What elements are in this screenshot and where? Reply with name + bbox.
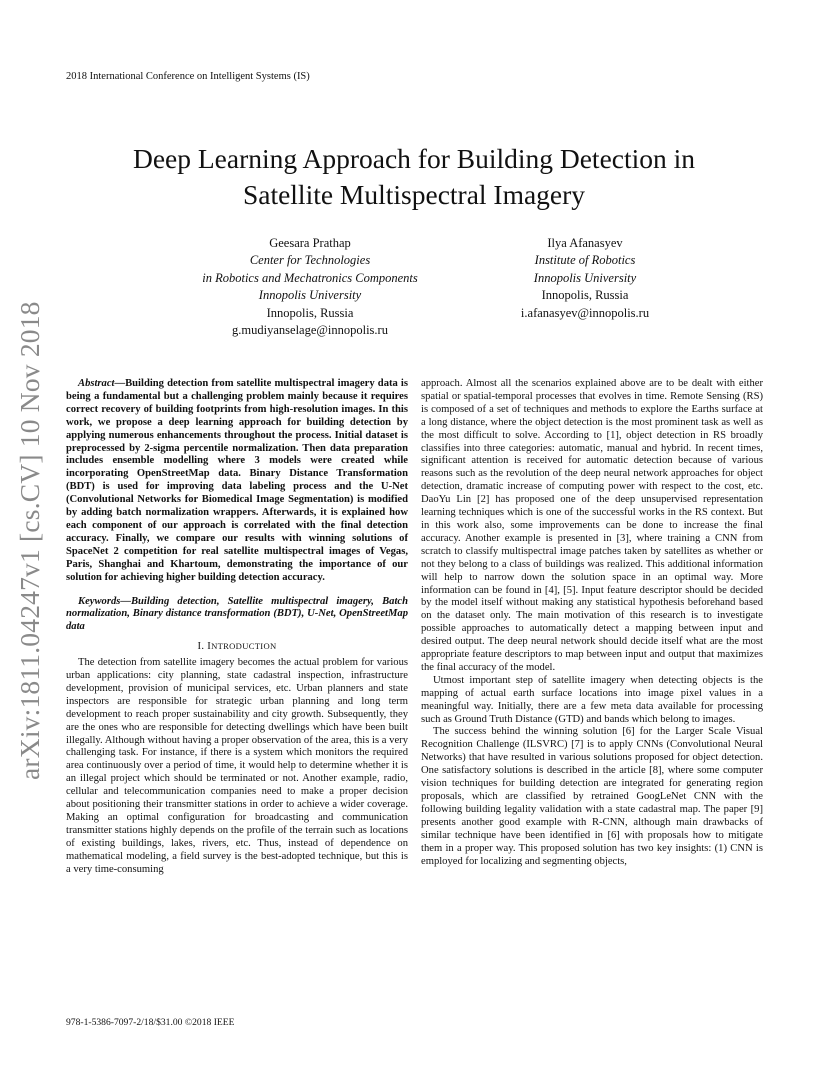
author-block-2: [470, 235, 700, 322]
author-email: i.afanasyev@innopolis.ru: [520, 305, 650, 320]
author-email: g.mudiyanselage@innopolis.ru: [232, 323, 388, 338]
section-title: NTRODUCTION: [211, 641, 277, 652]
body-paragraph: Utmost important step of satellite imagery when detecting objects is the mapping of actual earth surface locations into image pixel values in a meaningful way. Initially, there are a few meta data available for processing such as Ground Truth Distance (GTD) and bands which belong to images.: [421, 674, 763, 725]
conference-header: 2018 International Conference on Intelligent Systems (IS): [66, 71, 310, 82]
author-affiliation: Innopolis University: [533, 270, 637, 285]
author-location: Innopolis, Russia: [266, 305, 354, 320]
intro-paragraph: The detection from satellite imagery becomes the actual problem for various urban applications: city planning, state cadastral inspection, infrastructure development, provision of municipal services, etc. Urban planners and state inspectors are responsible for strategic urban planning and long term development to reach proper sustainability and city growth. Subsequently, they are the ones who are responsible for detecting dwellings which have been built illegally. Although without having a proper observation of the area, this is a very challenging task. For instance, if there is a system which monitors the required area continuously over a period of time, it would help to determine whether it is an illegal project which should be terminated or not. Another example, radio, cellular and telecommunication companies need to make a proper decision about positioning their transmitter stations in order to achieve a wider coverage. Making an optimal configuration for broadcasting and communication transmitter stations highly depends on the profile of the terrain such as locations of existing buildings, lakes, rivers, etc. Thus, instead of dependence on mathematical modeling, a field survey is the best-adopted technique, but this is a very time-consuming: [66, 657, 408, 875]
author-affiliation: Center for Technologies: [249, 253, 371, 268]
author-block-1: [160, 235, 460, 339]
left-column: [66, 378, 408, 877]
author-location: Innopolis, Russia: [541, 288, 629, 303]
paper-title: [0, 141, 828, 213]
author-name: Ilya Afanasyev: [547, 236, 623, 250]
title-line-1: Deep Learning Approach for Building Detection in: [132, 143, 696, 174]
abstract: [66, 378, 408, 585]
copyright-footer: 978-1-5386-7097-2/18/$31.00 ©2018 IEEE: [66, 1017, 235, 1028]
author-name: Geesara Prathap: [269, 236, 351, 250]
keywords-text: —Building detection, Satellite multispectral imagery, Batch normalization, Binary distance transformation (BDT), U-Net, OpenStreetMap data: [66, 595, 408, 633]
title-line-2: Satellite Multispectral Imagery: [242, 179, 586, 210]
body-paragraph: The success behind the winning solution [6] for the Larger Scale Visual Recognition Challenge (ILSVRC) [7] is to apply CNNs (Convolutional Neural Networks) that have resulted in various solutions proposed for object detection. One satisfactory solutions is described in the article [8], where some computer vision techniques for building detection are integrated for generating region proposals, which are classified by retrained GoogLeNet CNN with the following building legality validation with a state cadastral map. The paper [9] presents another good example with R-CNN, although main drawbacks of similar technique have been identified in [6] with proposals how to mitigate them in a proper way. This proposed solution has two key insights: (1) CNN is employed for localizing and segmenting objects,: [421, 726, 763, 867]
author-affiliation: Institute of Robotics: [534, 253, 636, 268]
keywords: [66, 596, 408, 635]
abstract-label: Abstract: [78, 378, 115, 389]
section-number: I. I: [197, 641, 212, 653]
section-heading-introduction: [66, 640, 408, 654]
body-paragraph: approach. Almost all the scenarios explained above are to be dealt with either spatial or spatial-temporal processes that evolves in time. Remote Sensing (RS) is composed of a set of techniques and methods to explore the Earths surface at a long distance, where the object detection is the most prominent task as well as the most difficult to solve. According to [1], object detection in RS broadly classifies into three categories: automatic, manual and hybrid. In recent times, significant attention is received for automatic detection because of various reasons such as the revolution of the deep neural network approaches for object detection, dramatic increase of computing power with respect to the cost, etc. DaoYu Lin [2] has proposed one of the deep unsupervised representation learning techniques which is one of the successful works in the RS context. But in this work also, some improvements can be done to increase the final accuracy. Another example is presented in [3], where training a CNN from scratch to classify multispectral image patches taken by satellites as whether or not they belong to a class of buildings was realized. This additional information will help to narrow down the solution space in an optimal way. More information can be found in [4], [5]. Input feature descriptor should be decided by the model itself without making any statistical hypothesis beforehand based on the dataset only. The main motivation of this research is to investigate possible approaches to automatically detect a mapping between input and desired output. The deep neural network should decide itself what are the most appropriate feature descriptors to map between input and output that maximizes the final accuracy of the model.: [421, 378, 763, 673]
author-affiliation: Innopolis University: [258, 288, 362, 303]
keywords-label: Keywords: [78, 595, 121, 607]
author-affiliation: in Robotics and Mechatronics Components: [202, 270, 418, 285]
right-column: [421, 378, 763, 868]
abstract-text: —Building detection from satellite multispectral imagery data is being a fundamental but a challenging problem mainly because it requires correct recovery of building footprints from high-resolution images. In this work, we propose a deep learning approach for building detection by applying numerous enhancements throughout the process. Initial dataset is preprocessed by 2-sigma percentile normalization. Then data preparation includes ensemble modelling where 3 models were created while incorporating OpenStreetMap data. Binary Distance Transformation (BDT) is used for improving data labeling process and the U-Net (Convolutional Networks for Biomedical Image Segmentation) is modified by adding batch normalization wrappers. Afterwards, it is explained how each component of our approach is correlated with the final detection accuracy. Finally, we compare our results with winning solutions of SpaceNet 2 competition for real satellite multispectral images of Vegas, Paris, Shanghai and Khartoum, demonstrating the importance of our solution for achieving higher building detection accuracy.: [66, 378, 408, 583]
arxiv-identifier: arXiv:1811.04247v1 [cs.CV] 10 Nov 2018: [14, 301, 45, 780]
